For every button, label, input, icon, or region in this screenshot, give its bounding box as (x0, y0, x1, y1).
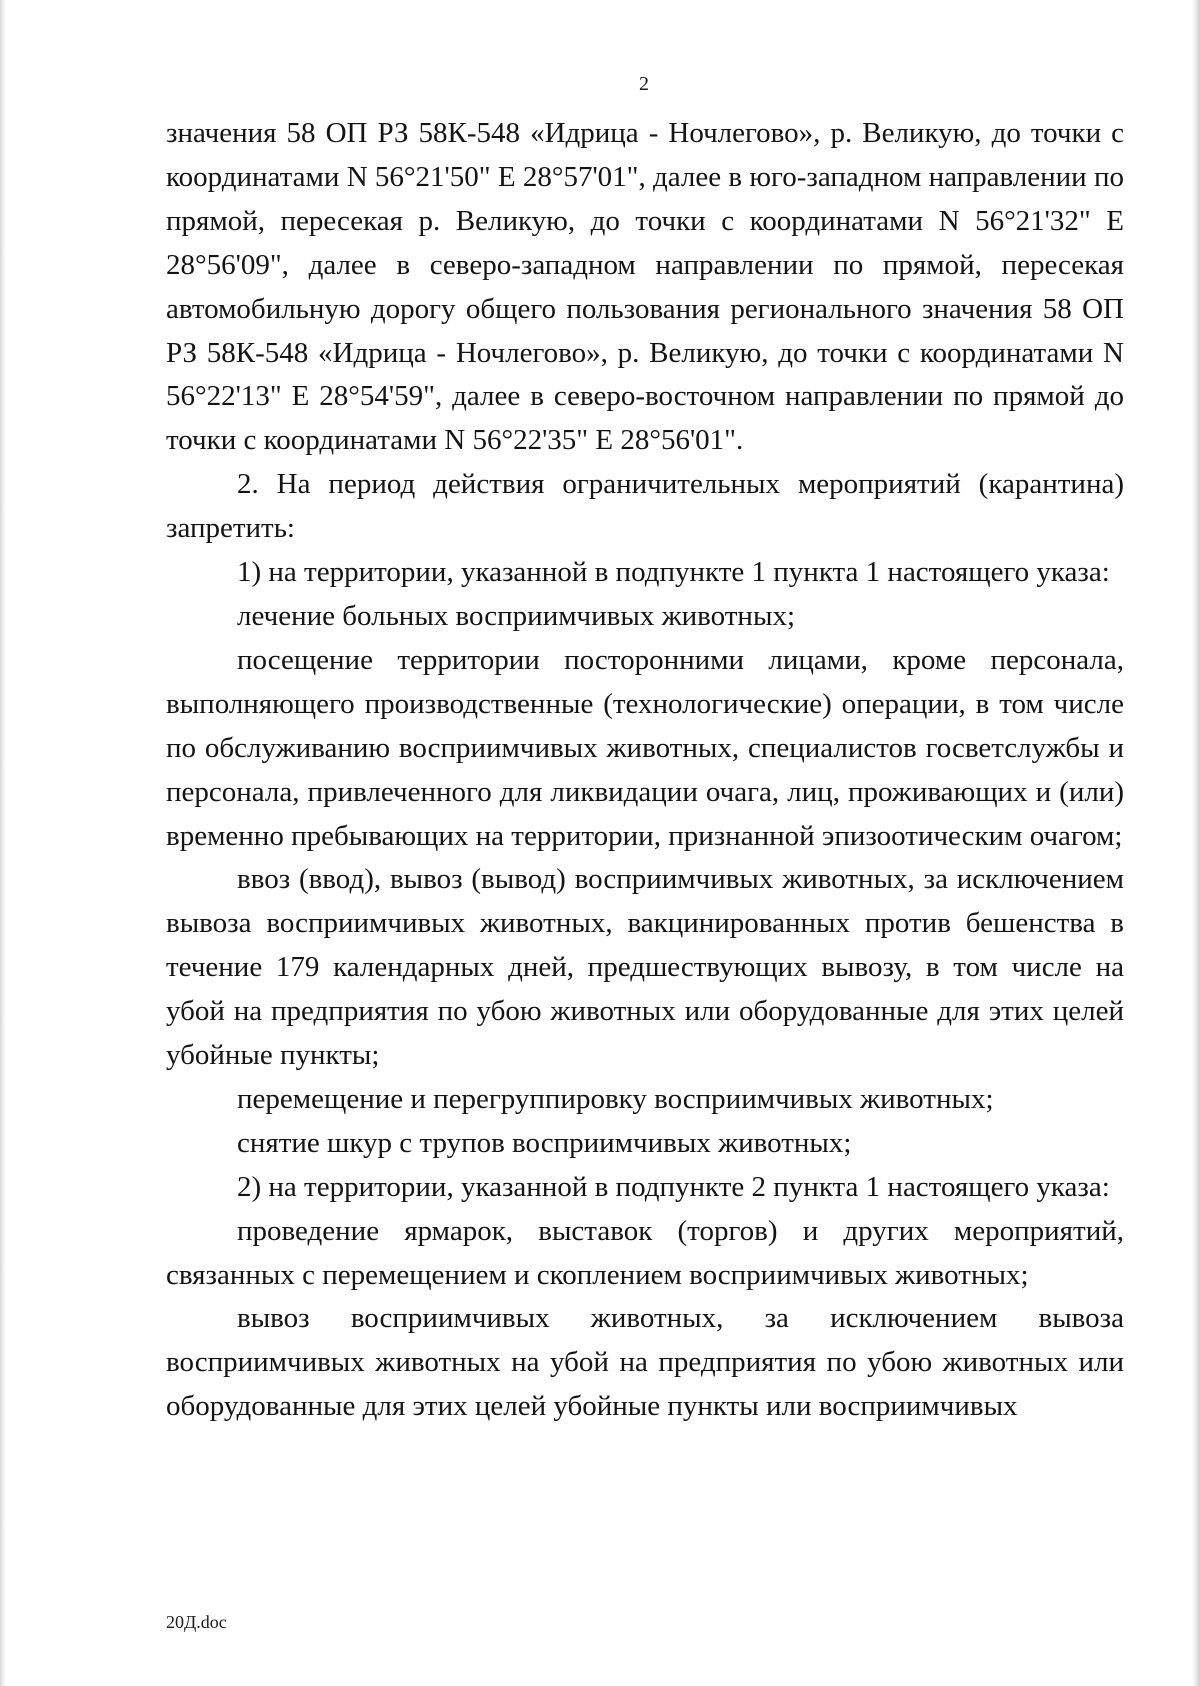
paragraph-skinning-ban: снятие шкур с трупов восприимчивых животных; (237, 1126, 852, 1159)
scan-edge-right (1192, 0, 1200, 1686)
paragraph-export-ban: вывоз восприимчивых животных, за исключением вывоза восприимчивых животных на убой на предприятия по убою животных или оборудованные для этих целей убойные пункты или восприимчивых (166, 1302, 1124, 1423)
paragraph-movement-ban: перемещение и перегруппировку восприимчивых животных; (237, 1082, 994, 1115)
paragraph-treatment-ban: лечение больных восприимчивых животных; (237, 599, 795, 632)
scan-edge-left (0, 0, 6, 1686)
page-number: 2 (639, 73, 649, 95)
paragraph-subitem-2: 2) на территории, указанной в подпункте 2 пункта 1 настоящего указа: (237, 1170, 1110, 1203)
paragraph-item-2: 2. На период действия ограничительных мероприятий (карантина) запретить: (166, 468, 1124, 545)
paragraph-visit-ban: посещение территории посторонними лицами, кроме персонала, выполняющего производственные (технологические) операции, в том числе по обслуживанию восприимчивых животных, специалистов госветслужбы и персонала, привлеченного для ликвидации очага, лиц, проживающих и (или) временно пребывающих на территории, признанной эпизоотическим очагом; (166, 643, 1124, 852)
paragraph-fairs-ban: проведение ярмарок, выставок (торгов) и других мероприятий, связанных с перемещением и скоплением восприимчивых животных; (166, 1214, 1124, 1291)
paragraph-subitem-1: 1) на территории, указанной в подпункте 1 пункта 1 настоящего указа: (237, 556, 1110, 589)
paragraph-import-export-ban: ввоз (ввод), вывоз (вывод) восприимчивых животных, за исключением вывоза восприимчивых животных, вакцинированных против бешенства в течение 179 календарных дней, предшествующих вывозу, в том числе на убой на предприятия по убою животных или оборудованные для этих целей убойные пункты; (166, 863, 1124, 1072)
document-body (166, 112, 1124, 1429)
paragraph-continuation: значения 58 ОП РЗ 58К-548 «Идрица - Ночлегово», р. Великую, до точки с координатами N 56°21'50" E 28°57'01", далее в юго-западном направлении по прямой, пересекая р. Великую, до точки с координатами N 56°21'32" E 28°56'09", далее в северо-западном направлении по прямой, пересекая автомобильную дорогу общего пользования регионального значения 58 ОП РЗ 58К-548 «Идрица - Ночлегово», р. Великую, до точки с координатами N 56°22'13" E 28°54'59", далее в северо-восточном направлении по прямой до точки с координатами N 56°22'35" E 28°56'01". (166, 117, 1124, 457)
footer-file-name: 20Д.doc (166, 1612, 227, 1632)
